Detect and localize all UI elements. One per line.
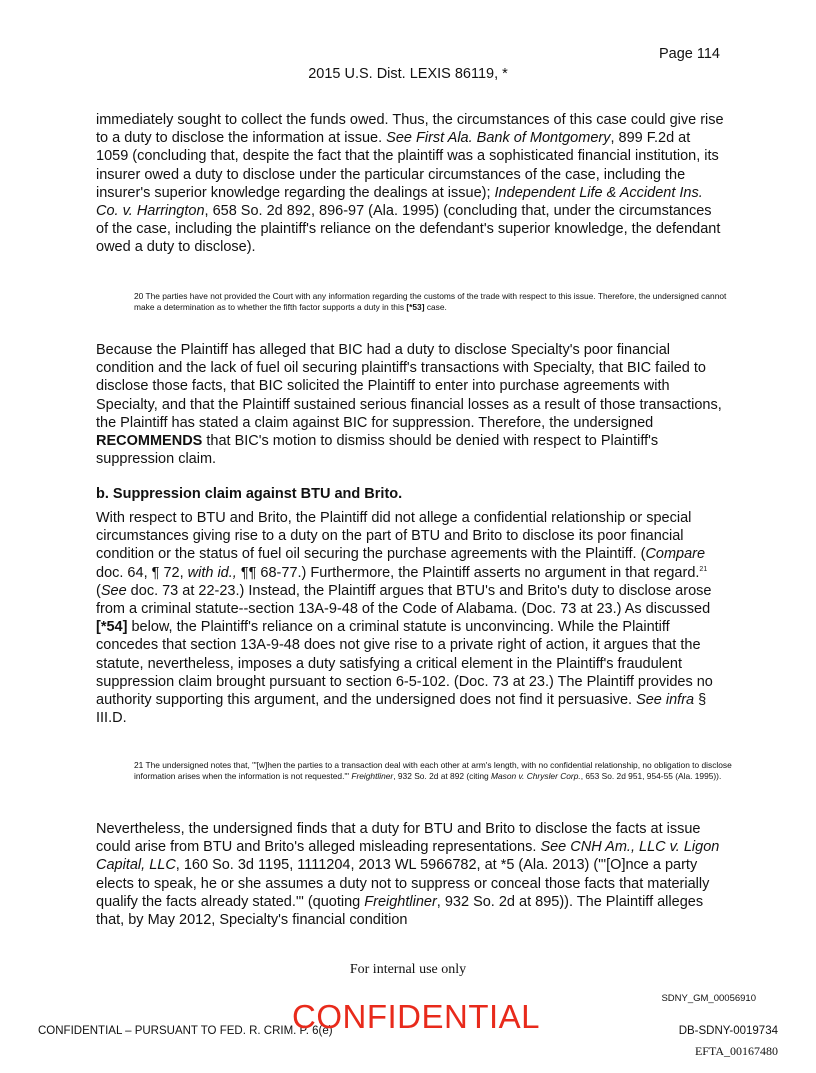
footnote-20: 20 The parties have not provided the Court with any information regarding the customs of the trade with respect to this issue. Therefore, the undersigned cannot make a determination as to whether the fifth factor supports a duty in this [*53] case. xyxy=(134,291,727,313)
paragraph-duty-to-disclose: immediately sought to collect the funds owed. Thus, the circumstances of this case could give rise to a duty to disclose the information at issue. See First Ala. Bank of Montgomery, 899 F.2d at 1059 (concluding that, despite the fact that the plaintiff was a sophisticated financial institution, its insurer owed a duty to disclose under the particular circumstances of the case, including the insurer's superior knowledge regarding the dealings at issue); Independent Life & Accident Ins. Co. v. Harrington, 658 So. 2d 892, 896-97 (Ala. 1995) (concluding that, under the circumstances of the case, including the plaintiff's reliance on the defendant's superior knowledge, the defendant owed a duty to disclose). xyxy=(96,112,724,256)
bates-number-db-sdny: DB-SDNY-0019734 xyxy=(678,1025,778,1037)
internal-use-notice: For internal use only xyxy=(349,962,467,977)
confidential-stamp: CONFIDENTIAL xyxy=(292,998,541,1035)
footnote-21: 21 The undersigned notes that, "'[w]hen the parties to a transaction deal with each other at arm's length, with no confidential relationship, no obligation to disclose information arises when the information is not requested.'" Freightliner, 932 So. 2d at 892 (citing Mason v. Chrysler Corp., 653 So. 2d 951, 954-55 (Ala. 1995)). xyxy=(134,760,732,782)
confidential-legend: CONFIDENTIAL – PURSUANT TO FED. R. CRIM. P. 6(e) xyxy=(38,1025,333,1037)
page-number: Page 114 xyxy=(658,46,720,62)
paragraph-bic-recommendation: Because the Plaintiff has alleged that BIC had a duty to disclose Specialty's poor financial condition and the lack of fuel oil securing plaintiff's transactions with Specialty, that BIC failed to disclose those facts, that BIC solicited the Plaintiff to enter into purchase agreements with Specialty, and that the Plaintiff sustained serious financial losses as a result of those transactions, the Plaintiff has stated a claim against BIC for suppression. Therefore, the undersigned RECOMMENDS that BIC's motion to dismiss should be denied with respect to Plaintiff's suppression claim. xyxy=(96,342,722,468)
bates-number-efta: EFTA_00167480 xyxy=(694,1044,778,1058)
section-heading-b: b. Suppression claim against BTU and Brito. xyxy=(96,486,403,502)
footnote-ref-21: 21 xyxy=(699,565,708,573)
paragraph-btu-brito: With respect to BTU and Brito, the Plaintiff did not allege a confidential relationship or special circumstances giving rise to a duty on the part of BTU and Brito to disclose its poor financial condition or the status of fuel oil securing the purchase agreements with the Plaintiff. (Compare doc. 64, ¶ 72, with id., ¶¶ 68-77.) Furthermore, the Plaintiff asserts no argument in that regard.$^{21}$ (See doc. 73 at 22-23.) Instead, the Plaintiff argues that BTU's and Brito's duty to disclose arose from a criminal statute--section 13A-9-48 of the Code of Alabama. (Doc. 73 at 23.) As discussed [*54] below, the Plaintiff's reliance on a criminal statute is unconvincing. While the Plaintiff concedes that section 13A-9-48 does not give rise to a private right of action, it argues that the statute, nevertheless, imposes a duty satisfying a critical element in the Plaintiff's fraudulent suppression claim brought pursuant to section 6-5-102. (Doc. 73 at 23.) The Plaintiff provides no authority supporting this argument, and the undersigned does not find it persuasive. See infra § III.D. xyxy=(96,510,713,727)
bates-number-gm: SDNY_GM_00056910 xyxy=(661,993,756,1004)
page-citation-header: 2015 U.S. Dist. LEXIS 86119, * xyxy=(308,66,508,82)
paragraph-misleading-representations: Nevertheless, the undersigned finds that a duty for BTU and Brito to disclose the facts at issue could arise from BTU and Brito's alleged misleading representations. See CNH Am., LLC v. Ligon Capital, LLC, 160 So. 3d 1195, 1111204, 2013 WL 5966782, at *5 (Ala. 2013) ("'[O]nce a party elects to speak, he or she assumes a duty not to suppress or conceal those facts that materially qualify the facts already stated.'" (quoting Freightliner, 932 So. 2d at 895)). The Plaintiff alleges that, by May 2012, Specialty's financial condition xyxy=(96,821,720,929)
